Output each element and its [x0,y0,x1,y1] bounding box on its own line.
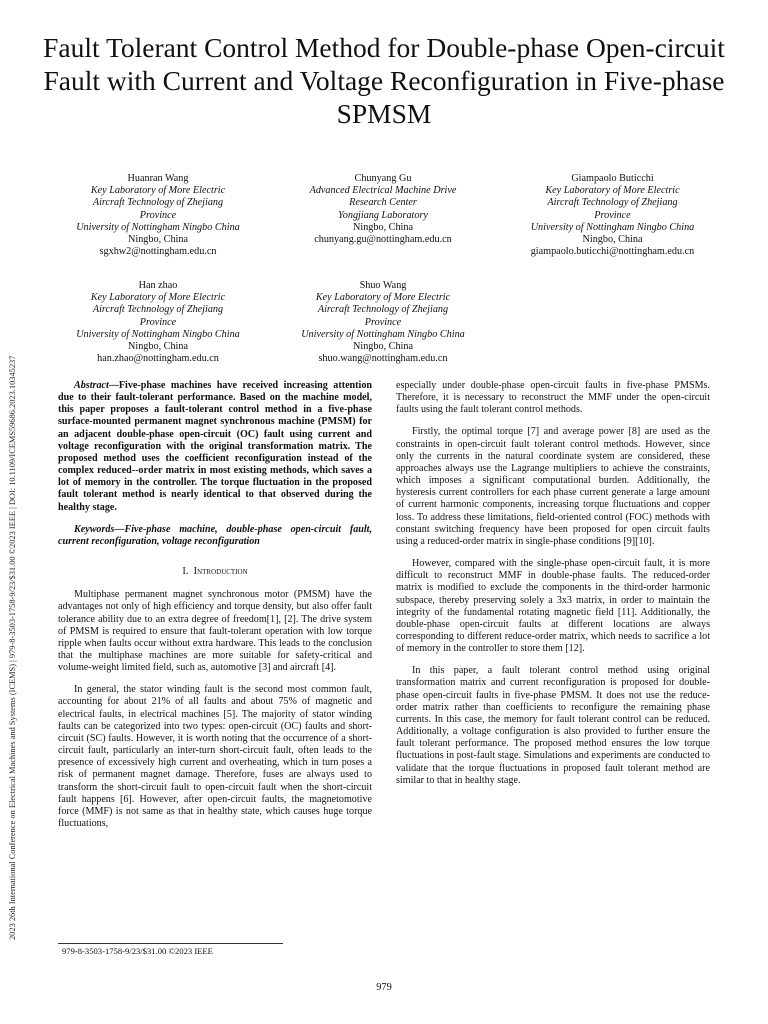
body-paragraph: However, compared with the single-phase open-circuit fault, it is more difficult to reconstruct MMF in double-phase faults. The reduced-order matrix is modified to exclude the components in the third-order harmonic subspace, thereby preserving solely a 3x3 matrix, in order to maintain the integrity of the fundamental rotating magnetic field [11]. Additionally, the double-phase open-circuit faults at different locations are always corresponding to different reduce-order matrix, which needs to sacrifice a lot of memory in the controller to store them [12]. [396,558,710,655]
author-affiliation-line: Province [139,209,177,221]
section-title: Introduction [193,566,248,578]
author-affiliation-line: Aircraft Technology of Zhejiang [547,197,678,209]
author-affiliation-line: Key Laboratory of More Electric [315,292,451,304]
author-name: Giampaolo Buticchi [571,173,654,184]
author-email: sgxhw2@nottingham.edu.cn [99,246,217,258]
left-column [58,380,372,840]
paper-title: Fault Tolerant Control Method for Double-phase Open-circuit Fault with Current and Voltage Reconfiguration in Five-phase SPMSM [43,32,725,129]
author-affiliation-line: Province [139,316,177,328]
author-affiliation-line: University of Nottingham Ningbo China [301,328,465,340]
copyright-footnote: 979-8-3503-1758-9/23/$31.00 ©2023 IEEE [62,946,213,956]
section-heading [58,566,372,578]
body-paragraph: Multiphase permanent magnet synchronous motor (PMSM) have the advantages not only of high efficiency and torque density, but also offer fault tolerance ability due to an extra degree of freedom[1], [2]. The drive system of PMSM is required to ensure that fault-tolerant operation with low torque ripple when faults occur without extra hardware. This leads to the conclusion that the multiphase machines are more suitable for safety-critical and volume-weight limited field, such as, automotive [3] and aircraft [4]. [58,589,372,674]
author-city: Ningbo, China [128,234,188,246]
author-city: Ningbo, China [582,234,643,246]
author-block [58,173,258,258]
footnote-divider [58,943,283,944]
body-paragraph: Firstly, the optimal torque [7] and average power [8] are used as the constraints in open-circuit fault tolerant control methods. However, since only the currents in the natural coordinate system are considered, these approaches always use the Lagrange multipliers to achieve the constraints, which imposes a significant computational burden. Additionally, the hysteresis current controllers for each phase current generate a large amount of current harmonic components, increasing torque fluctuations and copper loss. To address these limitations, field-oriented control (FOC) methods with constant switching frequency have been proposed for open circuit faults using a reduced-order matrix in single-phase conditions [9][10]. [396,426,710,547]
author-affiliation-line: Research Center [349,197,417,209]
author-name: Han zhao [138,280,178,291]
author-affiliation-line: Aircraft Technology of Zhejiang [317,304,449,316]
author-city: Ningbo, China [353,341,413,353]
author-name: Huanran Wang [127,173,189,184]
author-email: shuo.wang@nottingham.edu.cn [318,353,448,365]
page-number: 979 [376,982,392,993]
section-number: I. [182,566,189,578]
body-paragraph: especially under double-phase open-circuit faults in five-phase PMSMs. Therefore, it is necessary to reconstruct the MMF under the open-circuit faults using the fault tolerant control methods. [396,380,710,416]
author-block [283,173,483,246]
author-city: Ningbo, China [128,341,188,353]
author-block [283,280,483,365]
side-publication-strip: 2023 26th International Conference on Electrical Machines and Systems (ICEMS) | 979-8-3503-1758-9/23/$31.00 ©2023 IEEE | DOI: 10.1109/ICEMS59686.2023.10345237 [8,355,17,940]
author-affiliation-line: University of Nottingham Ningbo China [530,221,695,233]
author-affiliation-line: Key Laboratory of More Electric [90,292,226,304]
author-affiliation-line: Province [364,316,402,328]
abstract-lead: Abstract [74,380,109,391]
right-column [396,380,710,797]
body-paragraph: In this paper, a fault tolerant control method using original transformation matrix and current reconfiguration is proposed for double-phase open-circuit faults in five-phase PMSM. It does not use the reduce-order matrix rather than coefficients to reconfigure the remaining phase currents. In this case, the memory for fault tolerant control can be reduced. Additionally, a voltage configuration is also provided to further ensure the fault tolerant performance. The proposed method ensures the low torque fluctuations in post-fault stage. Simulations and experiments are conducted to validate that the torque fluctuations in proposed fault tolerant method are similar to that in healthy stage. [396,665,710,786]
author-email: giampaolo.buticchi@nottingham.edu.cn [530,246,695,258]
author-block [510,173,715,258]
abstract-text: —Five-phase machines have received increasing attention due to their fault-tolerant performance. Based on the machine model, this paper proposes a fault-tolerant control method in a five-phase surface-mounted permanent magnet synchronous machine (PMSM) for an adjacent double-phase open-circuit (OC) fault using current and voltage reconfiguration with the original transformation matrix. The proposed method uses the coefficient reconfiguration instead of the complex reduced--order matrix in most existing methods, which saves a lot of memory in the controller. The torque fluctuation in the proposed fault tolerant method is nearly identical to that observed during the healthy stage. [58,380,372,513]
author-affiliation-line: University of Nottingham Ningbo China [76,221,240,233]
abstract [58,380,372,514]
author-name: Chunyang Gu [354,173,412,184]
author-affiliation-line: Yongjiang Laboratory [338,209,428,221]
author-email: chunyang.gu@nottingham.edu.cn [314,234,452,246]
author-affiliation-line: Province [594,209,631,221]
author-city: Ningbo, China [353,221,413,233]
author-affiliation-line: Key Laboratory of More Electric [545,185,680,197]
author-affiliation-line: Key Laboratory of More Electric [90,185,226,197]
author-affiliation-line: Advanced Electrical Machine Drive [309,185,457,197]
author-affiliation-line: Aircraft Technology of Zhejiang [92,304,224,316]
author-affiliation-line: University of Nottingham Ningbo China [76,328,240,340]
author-name: Shuo Wang [359,280,407,291]
body-paragraph: In general, the stator winding fault is the second most common fault, accounting for about 21% of all faults and about 75% of magnetic and electrical faults, in electrical machines [5]. The majority of stator winding faults can be categorized into two types: open-circuit (OC) faults and short-circuit (SC) faults. However, it is worth noting that the occurrence of a short-circuit fault, particularly an inter-turn short-circuit fault, often leads to the presence of excessively high current and overheating, which in turn poses a risk of permanent magnet damage. Therefore, fuses are always used to transform the short-circuit fault to open-circuit fault when the short-circuit fault happens [6]. However, after open-circuit faults, the magnetomotive force (MMF) is not same as that in healthy state, which causes huge torque fluctuations, [58,684,372,829]
author-block [58,280,258,365]
author-affiliation-line: Aircraft Technology of Zhejiang [92,197,224,209]
author-email: han.zhao@nottingham.edu.cn [97,353,219,365]
keywords: Keywords—Five-phase machine, double-phase open-circuit fault, current reconfiguration, voltage reconfiguration [58,523,372,547]
